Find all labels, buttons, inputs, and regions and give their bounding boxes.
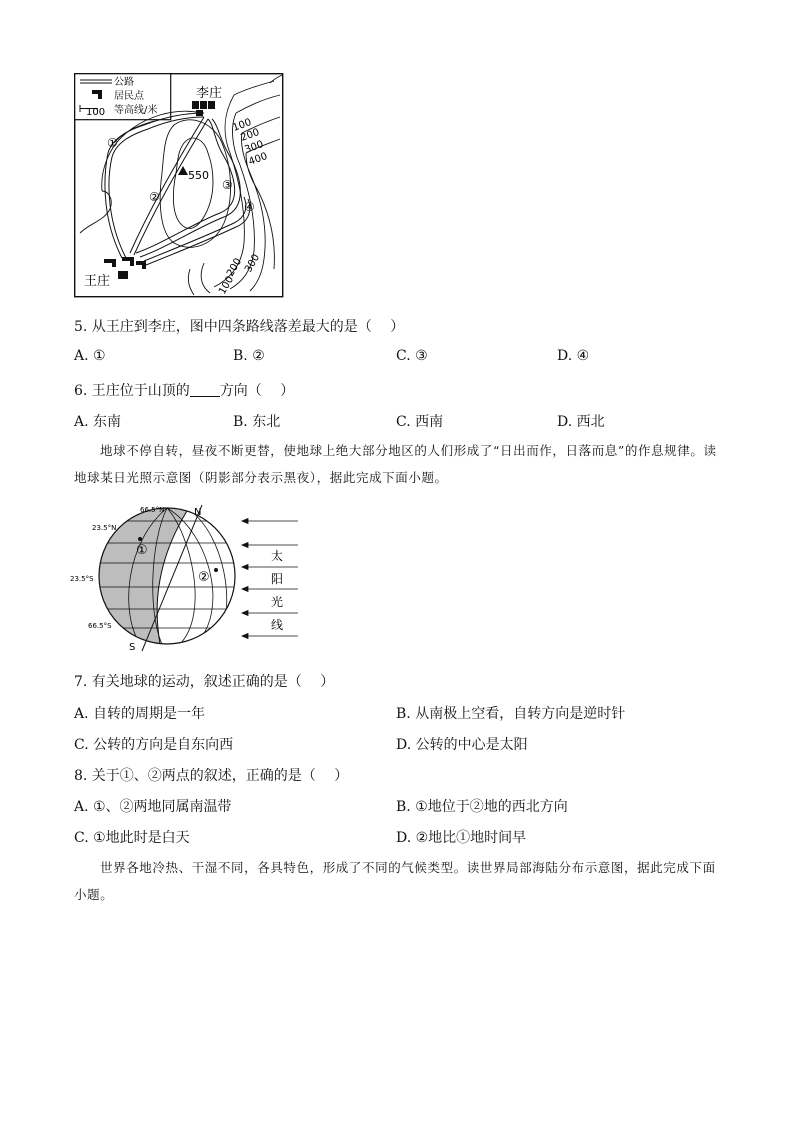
legend-road: 公路 bbox=[114, 77, 134, 88]
q6-stem-before: 6. 王庄位于山顶的 bbox=[74, 383, 190, 399]
q8-option-b[interactable]: B. ①地位于②地的西北方向 bbox=[396, 799, 568, 815]
q6-option-a[interactable]: A. 东南 bbox=[74, 414, 122, 430]
q5-option-c[interactable]: C. ③ bbox=[396, 348, 428, 364]
sunlight-char: 阳 bbox=[271, 572, 284, 586]
route-label-3: ③ bbox=[222, 178, 233, 192]
route-label-1: ① bbox=[107, 136, 118, 150]
q6-option-c[interactable]: C. 西南 bbox=[396, 414, 444, 430]
q8-option-d[interactable]: D. ②地比①地时间早 bbox=[396, 830, 527, 846]
pole-north-label: N bbox=[194, 507, 202, 518]
contour-label: 100 bbox=[217, 274, 237, 297]
sunlight-arrows bbox=[242, 519, 298, 639]
point-2-label: ② bbox=[198, 570, 210, 585]
point-1-label: ① bbox=[136, 543, 148, 558]
lat-label: 23.5°S bbox=[70, 575, 94, 583]
route-label-4: ④ bbox=[244, 200, 255, 214]
sunlight-char: 线 bbox=[271, 618, 284, 632]
legend-settlement: 居民点 bbox=[114, 91, 144, 102]
q6-option-d[interactable]: D. 西北 bbox=[557, 414, 605, 430]
q6-option-b[interactable]: B. 东北 bbox=[233, 414, 281, 430]
route-label-2: ② bbox=[149, 190, 160, 204]
lat-label: 23.5°N bbox=[92, 524, 117, 532]
passage-earth-rotation: 地球不停自转，昼夜不断更替，使地球上绝大部分地区的人们形成了“日出而作，日落而息”的作息规律。读地球某日光照示意图（阴影部分表示黑夜），据此完成下面小题。 bbox=[74, 443, 717, 485]
contour-label: 300 bbox=[243, 138, 265, 156]
legend-contour: 等高线/米 bbox=[114, 105, 158, 116]
q6-stem bbox=[74, 380, 294, 400]
q6-stem-after: 方向（ ） bbox=[219, 383, 295, 399]
contour-label: 300 bbox=[243, 252, 263, 275]
sunlight-char: 太 bbox=[271, 549, 284, 563]
q5-option-a[interactable]: A. ① bbox=[74, 348, 106, 364]
q7-option-a[interactable]: A. 自转的周期是一年 bbox=[74, 706, 206, 722]
q8-stem: 8. 关于①、②两点的叙述，正确的是（ ） bbox=[74, 768, 349, 784]
q5-option-b[interactable]: B. ② bbox=[233, 348, 265, 364]
q8-option-c[interactable]: C. ①地此时是白天 bbox=[74, 830, 190, 846]
q8-option-a[interactable]: A. ①、②两地同属南温带 bbox=[74, 799, 232, 815]
pole-south-label: S bbox=[129, 642, 136, 653]
point-2-marker bbox=[214, 568, 218, 572]
peak-elevation: 550 bbox=[188, 169, 209, 182]
answer-blank bbox=[190, 382, 220, 397]
earth-illumination-diagram bbox=[70, 503, 310, 653]
contour-label: 200 bbox=[225, 256, 245, 279]
point-1-marker bbox=[138, 537, 142, 541]
q5-stem: 5. 从王庄到李庄，图中四条路线落差最大的是（ ） bbox=[74, 319, 405, 335]
q7-option-d[interactable]: D. 公转的中心是太阳 bbox=[396, 737, 528, 753]
contour-map bbox=[74, 73, 284, 299]
legend-contour-sample: 100 bbox=[86, 107, 106, 118]
contour-label: 400 bbox=[247, 150, 269, 168]
lat-label: 66.5°N bbox=[140, 506, 165, 514]
q7-stem: 7. 有关地球的运动，叙述正确的是（ ） bbox=[74, 674, 335, 690]
li-zhuang-label: 李庄 bbox=[196, 86, 223, 101]
lat-label: 66.5°S bbox=[88, 622, 112, 630]
contour-label: 200 bbox=[239, 126, 261, 144]
passage-climate: 世界各地冷热、干湿不同，各具特色，形成了不同的气候类型。读世界局部海陆分布示意图，据此完成下面小题。 bbox=[74, 860, 716, 902]
sunlight-char: 光 bbox=[271, 595, 284, 609]
q7-option-c[interactable]: C. 公转的方向是自东向西 bbox=[74, 737, 234, 753]
q5-option-d[interactable]: D. ④ bbox=[557, 348, 590, 364]
q7-option-b[interactable]: B. 从南极上空看，自转方向是逆时针 bbox=[396, 706, 626, 722]
contour-label: 100 bbox=[231, 116, 253, 134]
wang-zhuang-label: 王庄 bbox=[84, 274, 111, 289]
